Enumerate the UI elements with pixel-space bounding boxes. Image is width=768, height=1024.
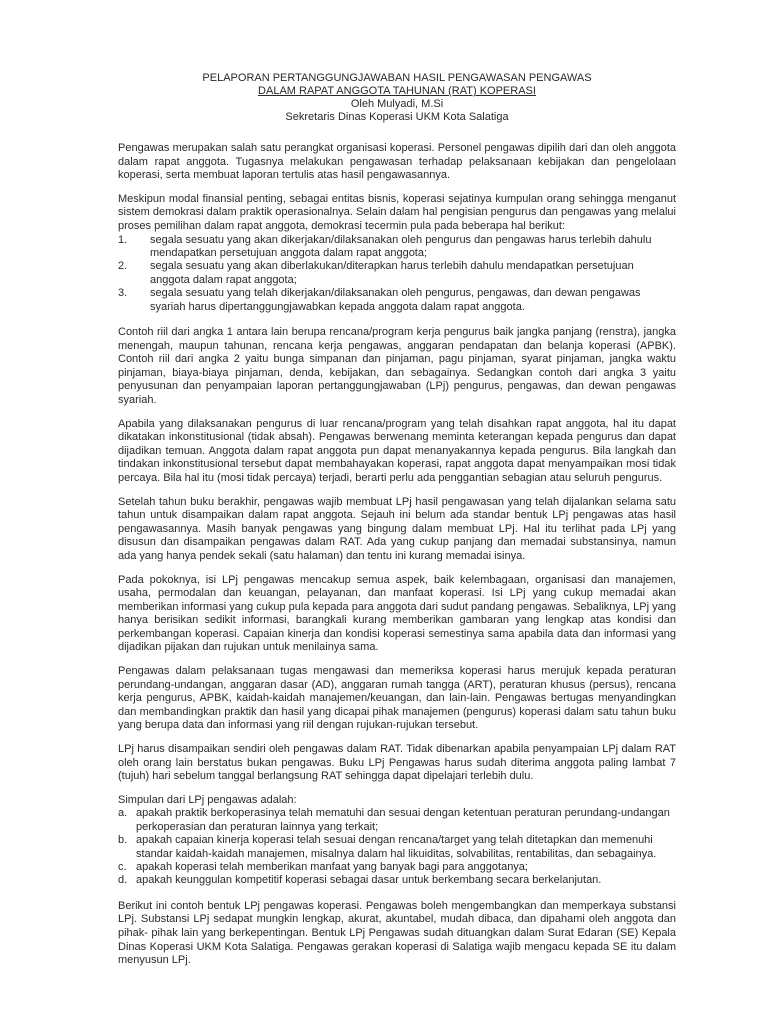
numbered-list: [118, 234, 676, 314]
list-marker: 3.: [118, 287, 128, 300]
list-marker: 2.: [118, 260, 128, 273]
document-title: PELAPORAN PERTANGGUNGJAWABAN HASIL PENGAWASAN PENGAWAS: [202, 72, 592, 84]
paragraph-9: Simpulan dari LPj pengawas adalah:: [118, 793, 297, 806]
list-marker: a.: [118, 807, 128, 820]
list-item: [118, 807, 676, 834]
list-item: [118, 260, 676, 287]
list-marker: 1.: [118, 233, 128, 246]
list-item-text: segala sesuatu yang akan dikerjakan/dilaksanakan oleh pengurus dan pengawas harus terlebih dahulu mendapatkan persetujuan anggota dalam rapat anggota;: [150, 233, 652, 259]
paragraph-10: Berikut ini contoh bentuk LPj pengawas koperasi. Pengawas boleh mengembangkan dan memperkaya substansi LPj. Substansi LPj sedapat mungkin lengkap, akurat, akuntabel, mudah dibaca, dan dipahami oleh anggota dan pihak- pihak lain yang berkepentingan. Bentuk LPj Pengawas sudah dituangkan dalam Surat Edaran (SE) Kepala Dinas Koperasi UKM Kota Salatiga. Pengawas gerakan koperasi di Salatiga wajib mengacu kepada SE itu dalam menyusun LPj.: [118, 899, 676, 967]
list-item: [118, 834, 676, 861]
list-marker: d.: [118, 874, 128, 887]
paragraph-4: Apabila yang dilaksanakan pengurus di luar rencana/program yang telah disahkan rapat anggota, hal itu dapat dikatakan inkonstitusional (tidak absah). Pengawas berwenang meminta keterangan kepada pengurus dan dapat dijadikan temuan. Anggota dalam rapat anggota pun dapat menanyakannya kepada pengurus. Bila langkah dan tindakan inkonstitusional tersebut dapat membahayakan koperasi, rapat anggota dapat menyampaikan mosi tidak percaya. Bila hal itu (mosi tidak percaya) terjadi, berarti perlu ada penggantian sebagian atau seluruh pengurus.: [118, 417, 676, 484]
paragraph-7: Pengawas dalam pelaksanaan tugas mengawasi dan memeriksa koperasi harus merujuk kepada peraturan perundang-undangan, anggaran dasar (AD), anggaran rumah tangga (ART), peraturan khusus (persus), rencana kerja pengurus, APBK, kaidah-kaidah manajemen/keuangan, dan lain-lain. Pengawas bertugas menyandingkan dan membandingkan praktik dan hasil yang dicapai pihak manajemen (pengurus) koperasi dalam satu tahun buku yang berupa data dan informasi yang riil dengan rujukan-rujukan tersebut.: [118, 665, 676, 732]
list-item: [118, 233, 676, 261]
paragraph-2: Meskipun modal finansial penting, sebagai entitas bisnis, koperasi sejatinya kumpulan orang sehingga menganut sistem demokrasi dalam praktik operasionalnya. Selain dalam hal pengisian pengurus dan pengawas yang melalui proses pemilihan dalam rapat anggota, demokrasi tecermin pula pada beberapa hal berikut:: [118, 192, 676, 232]
list-item-text: apakah capaian kinerja koperasi telah sesuai dengan rencana/target yang telah ditetapkan dan memenuhi standar kaidah-kaidah manajemen, misalnya dalam hal likuiditas, solvabilitas, rentabilitas, dan sebagainya.: [136, 834, 657, 860]
list-item-text: apakah praktik berkoperasinya telah mematuhi dan sesuai dengan ketentuan peraturan perundang-undangan perkoperasian dan peraturan lainnya yang terkait;: [136, 807, 670, 833]
paragraph-1: Pengawas merupakan salah satu perangkat organisasi koperasi. Personel pengawas dipilih dari dan oleh anggota dalam rapat anggota. Tugasnya melakukan pengawasan terhadap pelaksanaan kebijakan dan pengelolaan koperasi, serta membuat laporan tertulis atas hasil pengawasannya.: [118, 142, 676, 182]
paragraph-8: LPj harus disampaikan sendiri oleh pengawas dalam RAT. Tidak dibenarkan apabila penyampaian LPj dalam RAT oleh orang lain berstatus bukan pengawas. Buku LPj Pengawas harus sudah diterima anggota paling lambat 7 (tujuh) hari sebelum tanggal berlangsung RAT sehingga dapat dipelajari terlebih dulu.: [118, 743, 676, 783]
lettered-list: [118, 807, 676, 887]
list-item: [118, 874, 676, 887]
list-item-text: segala sesuatu yang telah dikerjakan/dilaksanakan oleh pengurus, pengawas, dan dewan pengawas syariah harus dipertanggungjawabkan kepada anggota dalam rapat anggota.: [150, 287, 641, 313]
list-item: [118, 287, 676, 314]
document-header: [118, 72, 676, 124]
list-marker: b.: [118, 834, 128, 847]
list-marker: c.: [118, 861, 127, 874]
list-item-text: apakah koperasi telah memberikan manfaat yang banyak bagi para anggotanya;: [136, 861, 528, 874]
author-affiliation: Sekretaris Dinas Koperasi UKM Kota Salatiga: [285, 111, 509, 123]
paragraph-3: Contoh riil dari angka 1 antara lain berupa rencana/program kerja pengurus baik jangka panjang (renstra), jangka menengah, maupun tahunan, rencana kerja pengawas, anggaran pendapatan dan belanja koperasi (APBK). Contoh riil dari angka 2 yaitu bunga simpanan dan pinjaman, pagu pinjaman, syarat pinjaman, jangka waktu pinjaman, biaya-biaya pinjaman, denda, kebijakan, dan sebagainya. Sedangkan contoh dari angka 3 yaitu penyusunan dan penyampaian laporan pertanggungjawaban (LPj) pengurus, pengawas, dan dewan pengawas syariah.: [118, 326, 676, 406]
paragraph-6: Pada pokoknya, isi LPj pengawas mencakup semua aspek, baik kelembagaan, organisasi dan manajemen, usaha, permodalan dan keuangan, pelayanan, dan manfaat koperasi. Isi LPj yang cukup memadai akan memberikan informasi yang cukup pula kepada para anggota dari sudut pandang pengawas. Sebaliknya, LPj yang hanya berisikan sedikit informasi, barangkali kurang memberikan gambaran yang lengkap atas kondisi dan perkembangan koperasi. Capaian kinerja dan kondisi koperasi semestinya sama apabila data dan informasi yang dijadikan pijakan dan rujukan untuk menilainya sama.: [118, 573, 676, 654]
author-name: Oleh Mulyadi, M.Si: [350, 98, 444, 110]
document-subtitle: DALAM RAPAT ANGGOTA TAHUNAN (RAT) KOPERASI: [258, 85, 536, 97]
list-item: [118, 861, 676, 874]
list-item-text: segala sesuatu yang akan diberlakukan/diterapkan harus terlebih dahulu mendapatkan persetujuan anggota dalam rapat anggota;: [150, 260, 634, 286]
list-item-text: apakah keunggulan kompetitif koperasi sebagai dasar untuk berkembang secara berkelanjutan.: [136, 874, 602, 887]
paragraph-5: Setelah tahun buku berakhir, pengawas wajib membuat LPj hasil pengawasan yang telah dijalankan selama satu tahun untuk disampaikan dalam rapat anggota. Sejauh ini belum ada standar bentuk LPj pengawas atas hasil pengawasannya. Masih banyak pengawas yang bingung dalam membuat LPj. Hal itu terlihat pada LPj yang disusun dan disampaikan pengawas dalam RAT. Ada yang cukup panjang dan memadai substansinya, namun ada yang hanya pendek sekali (satu halaman) dan tentu ini kurang memadai isinya.: [118, 495, 676, 562]
